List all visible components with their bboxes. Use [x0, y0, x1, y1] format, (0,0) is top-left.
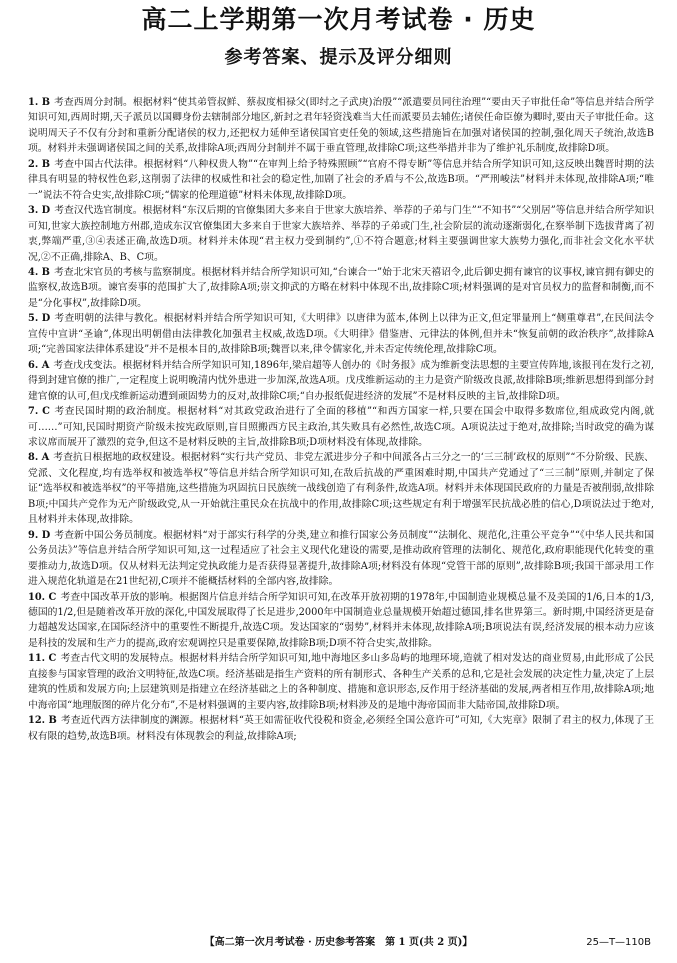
- footer-page-info: 【高二第一次月考试卷 · 历史参考答案 第 1 页(共 2 页)】: [204, 937, 473, 948]
- answer-text: 考查北宋官员的考核与监察制度。根据材料并结合所学知识可知,“台谏合一”始于北宋天禧诏令,此后御史拥有谏官的议事权,谏官拥有御史的监察权,故选B项。谏官奏事的范围扩大了,故排除A项;崇文抑武的方略在材料中体现不出,故排除C项;材料强调的是对官员权力的监督和制衡,而不是“分化事权”,故排除D项。: [28, 266, 655, 309]
- answer-item: [28, 404, 654, 450]
- answer-text: 考查近代西方法律制度的渊源。根据材料“英王如需征收代役税和资金,必须经全国公意许可”可知,《大宪章》限制了君主的权力,体现了王权有限的趋势,故选B项。材料没有体现教会的利益,故排除A项;: [28, 715, 654, 742]
- answer-item: [28, 528, 654, 590]
- answer-number: 5. D: [28, 313, 51, 325]
- page-title: 高二上学期第一次月考试卷 · 历史: [141, 5, 536, 34]
- answer-number: 9. D: [28, 529, 51, 541]
- footer-code: 25—T—110B: [586, 937, 651, 948]
- answer-list: [28, 95, 654, 744]
- answer-text: 考查中国古代法律。根据材料“八种权贵人物”“在审判上给予特殊照顾”“官府不得专断”等信息并结合所学知识可知,这反映出魏晋时期的法律具有明显的特权性色彩,这削弱了法律的权威性和社会的稳定性,加剧了社会的矛盾与不公,故选B项。“严刑峻法”材料并未体现,故排除A项;“唯一”说法不符合史实,故排除C项;“儒家的伦理道德”材料未体现,故排除D项。: [28, 158, 654, 201]
- answer-text: 考查抗日根据地的政权建设。根据材料“实行共产党员、非党左派进步分子和中间派各占三分之一的‘三三制’政权的原则”“不分阶级、民族、党派、文化程度,均有选举权和被选举权”等信息并结合所学知识可知,在敌后抗战的严重困难时期,中国共产党通过了“三三制”原则,并制定了保证“选举权和被选举权”的平等措施,这些措施为巩固抗日民族统一战线创造了有利条件,故选A项。材料并未体现国民政府的力量是否被削弱,故排除B项;中国共产党作为无产阶级政党,从一开始就注重民众在抗战中的作用,故排除C项;这些规定有利于增强军民抗战必胜的信心,D项说法过于绝对,且材料并未体现,故排除。: [28, 452, 654, 526]
- answer-item: [28, 265, 654, 311]
- answer-item: [28, 203, 654, 265]
- answer-text: 考查民国时期的政治制度。根据材料“对其政党政治进行了全面的移植”“和西方国家一样,只要在国会中取得多数席位,组成政党内阁,就可……”可知,民国时期资产阶级未按宪政原则,盲目照搬西方民主政治,其失败具有必然性,故选C项。A项说法过于绝对,故排除;当时政党的确为谋求议席而展开了激烈的竞争,但这不是材料反映的主旨,故排除B项;D项材料没有体现,故排除。: [28, 406, 655, 448]
- answer-number: 8. A: [28, 452, 50, 464]
- answer-text: 考查西周分封制。根据材料“使其弟管叔鲜、蔡叔度相禄父(即纣之子武庚)治殷”“派遣要员同往治理”“要由天子审批任命”等信息并结合所学知识可知,西周时期,天子派员以国卿身份去辖制部分地区,新封之君年轻资浅难当大任而派要员去辅佐;诸侯任命臣僚为卿时,要由天子审批任命。这说明周天子不仅有分封和重新分配诸侯的权力,还把权力延伸至诸侯国官吏任免的领域,这些措施旨在加强对诸侯国的控制,强化周天子统治,故选B项。材料并未强调诸侯国之间的关系,故排除A项;西周分封制并不属于垂直管理,故排除C项;这些举措并非为了维护礼乐制度,故排除D项。: [28, 97, 654, 155]
- answer-item: [28, 450, 654, 527]
- answer-text: 考查中国改革开放的影响。根据图片信息并结合所学知识可知,在改革开放初期的1978年,中国制造业规模总量不及美国的1/6,日本的1/3,德国的1/2,但是随着改革开放的深化,中国发展取得了长足进步,2000年中国制造业总量规模开始超过德国,排名世界第三。新时期,中国经济更是奋力超越发达国家,在国际经济中的重要性不断提升,故选C项。发达国家的“弱势”,材料并未体现,故排除A项;B项说法有误,经济发展的根本动力应该是科技的发展和生产力的提高,政府宏观调控只是重要保障,故排除B项;D项不符合史实,故排除。: [28, 591, 654, 649]
- answer-number: 11. C: [28, 653, 57, 665]
- answer-item: [28, 311, 654, 357]
- answer-text: 考查戊戌变法。根据材料并结合所学知识可知,1896年,梁启超等人创办的《时务报》成为维新变法思想的主要宣传阵地,该报刊在发行之初,得到封建官僚的推广,一定程度上说明晚清内忧外患进一步加深,故选A项。戊戌维新运动的主力是资产阶级改良派,故排除B项;维新思想得到部分封建官僚的认可,但戊戌维新运动遭到顽固势力的反对,故排除C项;“自办报纸促进经济的发展”不是材料反映的主旨,故排除D项。: [28, 359, 654, 402]
- page-footer: [0, 935, 677, 951]
- answer-number: 2. B: [28, 158, 51, 170]
- answer-item: [28, 713, 654, 744]
- answer-item: [28, 95, 654, 157]
- answer-item: [28, 651, 654, 713]
- answer-number: 1. B: [28, 97, 50, 108]
- answer-number: 7. C: [28, 406, 50, 418]
- page-subtitle: 参考答案、提示及评分细则: [224, 47, 453, 68]
- answer-text: 考查汉代选官制度。根据材料“东汉后期的官僚集团大多来自于世家大族培养、举荐的子弟与门生”“不知书”“父别居”等信息并结合所学知识可知,世家大族控制地方州郡,造成东汉官僚集团大多来自于世家大族培养、举荐的子弟或门生,社会阶层的流动逐渐弱化,在察举制下选拔背离了初衷,弊端严重,③④表述正确,故选D项。材料并未体现“君主权力受到制约”,①不符合题意;材料主要强调世家大族势力强化,而非社会文化水平状况,②不正确,排除A、B、C项。: [28, 205, 654, 263]
- answer-text: 考查古代文明的发展特点。根据材料并结合所学知识可知,地中海地区多山多岛屿的地理环境,造就了相对发达的商业贸易,由此形成了公民直接参与国家管理的政治文明特征,故选C项。经济基础是指生产资料的所有制形式、各种生产关系的总和,它是社会发展的决定性力量,决定了上层建筑的性质和发展方向;上层建筑则是指建立在经济基础之上的各种制度、措施和意识形态,反作用于经济基础的发展,两者相互作用,故排除A项;地中海帝国“地理版图的碎片化分布”,不是材料强调的主要内容,故排除B项;材料涉及的是地中海帝国而非大陆帝国,故排除D项。: [28, 653, 654, 711]
- answer-item: [28, 157, 654, 203]
- answer-number: 10. C: [28, 591, 57, 603]
- answer-number: 3. D: [28, 205, 51, 217]
- answer-number: 4. B: [28, 266, 50, 278]
- answer-number: 12. B: [28, 715, 57, 727]
- answer-item: [28, 358, 654, 404]
- answer-item: [28, 590, 654, 652]
- answer-text: 考查新中国公务员制度。根据材料“对于部实行科学的分类,建立和推行国家公务员制度”“法制化、规范化,注重公平竞争”“《中华人民共和国公务员法》”等信息并结合所学知识可知,这一过程适应了社会主义现代化建设的需要,是推动政府管理的法制化、规范化,政府职能现代化转变的重要推动力,故选D项。仅从材料无法判定党执政能力是否获得显著提升,故排除A项;材料没有体现“党管干部的原则”,故排除B项;我国干部录用工作进入规范化轨道是在21世纪初,C项并不能概括材料的全部内容,故排除。: [28, 529, 654, 588]
- answer-number: 6. A: [28, 359, 50, 371]
- answer-text: 考查明朝的法律与教化。根据材料并结合所学知识可知,《大明律》以唐律为蓝本,体例上以律为正文,但定罪量刑上“侧重尊君”,在民间法令宣传中宣讲“圣谕”,体现出明朝借由法律教化加强君主权威,故选D项。《大明律》借鉴唐、元律法的体例,但并未“恢复前朝的政治秩序”,故排除A项;“完善国家法律体系建设”并不是根本目的,故排除B项;魏晋以来,律令儒家化,并未否定传统伦理,故排除C项。: [28, 313, 654, 356]
